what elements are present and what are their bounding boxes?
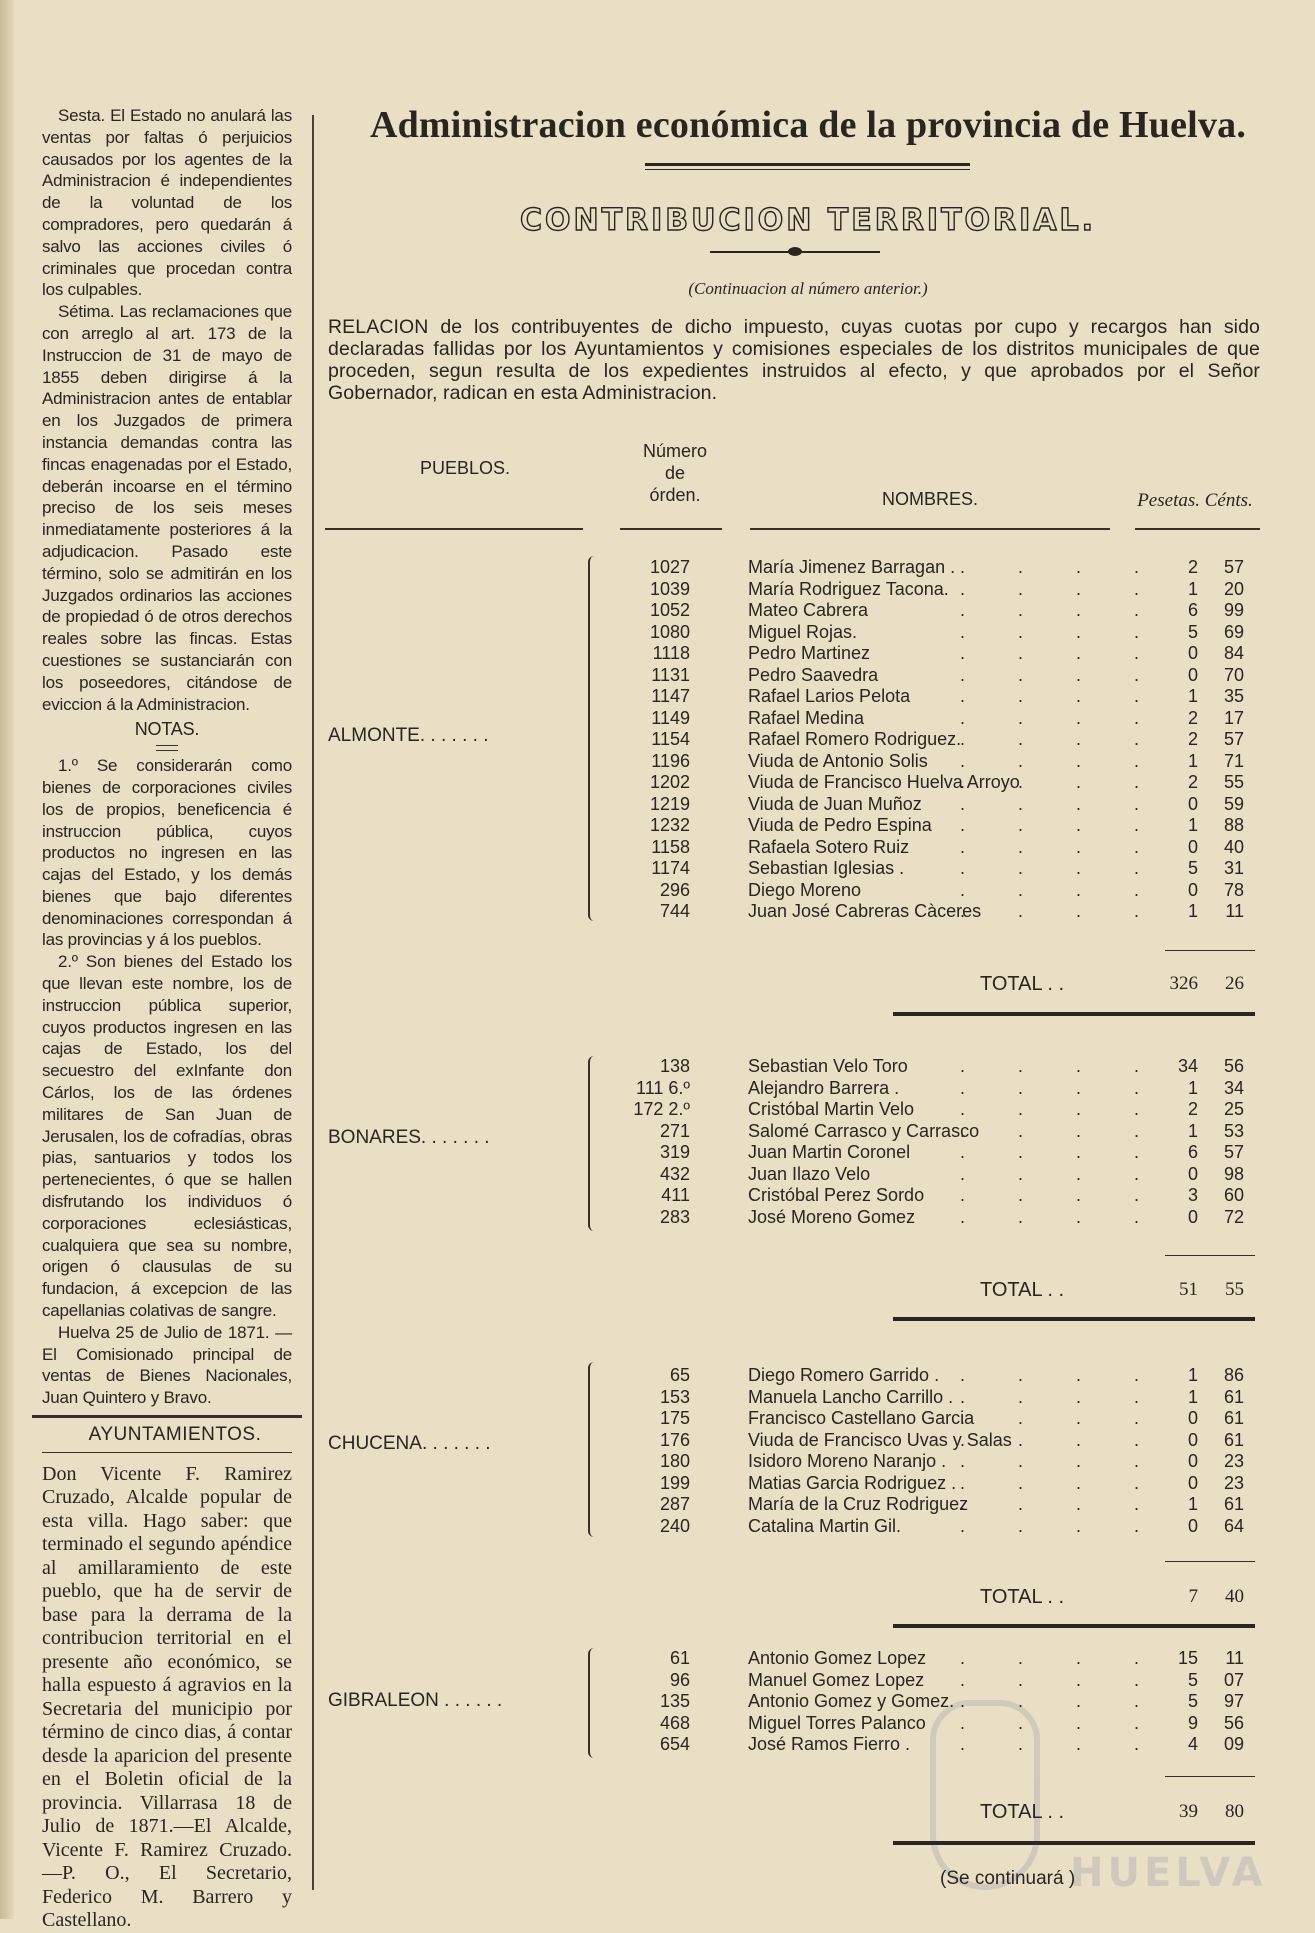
- row-cents: 60: [1223, 1185, 1244, 1205]
- row-number: 654: [659, 1734, 690, 1754]
- row-number: 283: [659, 1206, 690, 1227]
- row-name: José Ramos Fierro .: [748, 1734, 911, 1754]
- row-name: María de la Cruz Rodriguez: [748, 1494, 969, 1514]
- total-label: TOTAL . .: [980, 1279, 1065, 1301]
- row-cents: 61: [1223, 1429, 1244, 1450]
- firma: Huelva 25 de Julio de 1871. —El Comisionado principal de ventas de Bienes Nacionales, Juan Quintero y Bravo.: [42, 1322, 292, 1408]
- brace: [588, 556, 598, 921]
- row-pesetas: 0: [1187, 1429, 1198, 1450]
- row-number: 1219: [649, 793, 690, 814]
- row-number: 287: [659, 1494, 690, 1514]
- row-cents: 55: [1223, 772, 1244, 792]
- total-pesetas: 39: [1179, 1801, 1198, 1822]
- row-number: 432: [659, 1163, 690, 1184]
- left-column: [42, 105, 292, 1933]
- total-cents: 26: [1225, 973, 1244, 994]
- sum-rule: [1165, 1255, 1255, 1256]
- row-pesetas: 1: [1187, 686, 1198, 706]
- row-cents: 64: [1223, 1515, 1244, 1536]
- col-nombres: NOMBRES.: [881, 489, 978, 509]
- row-number: 180: [659, 1451, 690, 1471]
- row-pesetas: 5: [1187, 858, 1198, 878]
- total-pesetas: 51: [1179, 1279, 1198, 1300]
- total-pesetas: 326: [1169, 973, 1198, 994]
- row-pesetas: 6: [1187, 600, 1198, 620]
- dot-leaders: . . . .: [960, 1712, 1164, 1733]
- row-pesetas: 4: [1187, 1734, 1198, 1754]
- dot-leaders: . . . .: [960, 815, 1164, 835]
- total-thick-rule: [893, 1624, 1255, 1628]
- page-edge: [0, 0, 14, 1919]
- town-name: ALMONTE. . . . . . .: [328, 725, 489, 746]
- row-cents: 11: [1225, 901, 1244, 921]
- row-pesetas: 0: [1187, 664, 1198, 685]
- dot-leaders: . . . .: [960, 686, 1164, 706]
- col-pueblos: PUEBLOS.: [419, 458, 511, 478]
- row-number: 1196: [651, 750, 690, 771]
- row-cents: 35: [1223, 686, 1244, 706]
- dot-leaders: . . . .: [960, 600, 1164, 620]
- row-number: 1147: [651, 686, 690, 706]
- row-pesetas: 0: [1187, 793, 1198, 814]
- row-number: 96: [669, 1669, 690, 1690]
- watermark-word: HUELVA: [1070, 1850, 1267, 1896]
- row-number: 199: [659, 1472, 690, 1493]
- row-pesetas: 5: [1187, 621, 1198, 642]
- dot-leaders: . . . .: [960, 1408, 1164, 1428]
- row-name: José Moreno Gomez: [748, 1206, 916, 1227]
- dot-leaders: . . . .: [960, 664, 1164, 685]
- sum-rule: [1165, 1561, 1255, 1562]
- dot-leaders: . . . .: [960, 1163, 1164, 1184]
- row-cents: 17: [1223, 707, 1244, 728]
- dot-leaders: . . . .: [960, 1669, 1164, 1690]
- row-name: Viuda de Francisco Huelva Arroyo: [748, 772, 1020, 792]
- row-name: Pedro Saavedra: [748, 664, 879, 685]
- section-title: CONTRIBUCION TERRITORIAL.: [519, 203, 1097, 238]
- row-pesetas: 0: [1187, 1472, 1198, 1493]
- row-number: 1202: [649, 772, 690, 792]
- row-name: Diego Romero Garrido .: [748, 1365, 940, 1385]
- dot-leaders: . . . .: [960, 772, 1164, 792]
- total-cents: 40: [1225, 1586, 1244, 1607]
- row-number: 1131: [651, 664, 690, 685]
- row-cents: 53: [1223, 1120, 1244, 1141]
- row-pesetas: 0: [1187, 1515, 1198, 1536]
- nota-1: 1.º Se considerarán como bienes de corporaciones civiles los de propios, beneficencia é instruccion pública, cuyos productos no ingresen en las cajas del Estado, y los demás bienes que bajo diferentes denominaciones correspondan á las provincias y á los pueblos.: [42, 756, 292, 950]
- dot-leaders: . . . .: [960, 858, 1164, 878]
- total-cents: 80: [1225, 1801, 1244, 1822]
- dot-leaders: . . . .: [960, 1099, 1164, 1119]
- row-pesetas: 0: [1187, 643, 1198, 663]
- row-number: 744: [659, 901, 690, 921]
- row-cents: 11: [1225, 1648, 1244, 1668]
- row-number: 1118: [652, 643, 690, 663]
- row-cents: 57: [1223, 1142, 1244, 1162]
- row-pesetas: 0: [1187, 1163, 1198, 1184]
- row-number: 411: [661, 1185, 690, 1205]
- nota-2: 2.º Son bienes del Estado los que llevan este nombre, los de instruccion pública superior, cuyos productos ingresen en las cajas de Estado, los del secuestro del exInfante don Cárlos, los de las órdenes militares de San Juan de Jerusalen, los de cofradías, obras pias, santuarios y todos los pertenecientes, ó que se hallen disfrutando los individuos ó corporaciones eclesiásticas, cualquiera que sea su nombre, origen ó clausulas de su fundacion, á excepcion de las capellanias colativas de sangre.: [42, 952, 292, 1321]
- row-pesetas: 1: [1187, 815, 1198, 835]
- row-cents: 72: [1223, 1206, 1244, 1227]
- dot-leaders: . . . .: [960, 1185, 1164, 1205]
- row-number: 1174: [651, 858, 690, 878]
- row-cents: 61: [1223, 1386, 1244, 1407]
- row-number: 138: [659, 1056, 690, 1076]
- row-number: 1080: [649, 621, 690, 642]
- row-number: 172 2.º: [633, 1099, 690, 1119]
- row-name: Viuda de Juan Muñoz: [748, 793, 922, 814]
- row-name: Juan Ilazo Velo: [748, 1163, 871, 1184]
- row-pesetas: 6: [1187, 1142, 1198, 1162]
- row-name: Mateo Cabrera: [748, 600, 869, 620]
- row-name: María Jimenez Barragan .: [748, 557, 956, 577]
- col-numero-line1: Número: [642, 441, 708, 461]
- row-cents: 86: [1223, 1365, 1244, 1385]
- row-name: Francisco Castellano Garcia: [748, 1408, 975, 1428]
- row-pesetas: 1: [1187, 1120, 1198, 1141]
- row-name: Diego Moreno: [748, 879, 862, 900]
- dot-leaders: . . . .: [960, 1691, 1164, 1711]
- town-name: CHUCENA. . . . . . .: [328, 1433, 491, 1454]
- head-rule-pesetas: [1135, 528, 1260, 530]
- dot-leaders: . . . .: [960, 1515, 1164, 1536]
- row-cents: 40: [1223, 836, 1244, 857]
- row-cents: 61: [1223, 1494, 1244, 1514]
- dot-leaders: . . . .: [960, 643, 1164, 663]
- row-cents: 69: [1223, 621, 1244, 642]
- row-number: 111 6.º: [636, 1077, 690, 1098]
- page-title: Administracion económica de la provincia de Huelva.: [369, 104, 1247, 146]
- dot-leaders: . . . .: [960, 750, 1164, 771]
- dot-leaders: . . . .: [960, 557, 1164, 577]
- sum-rule: [1165, 950, 1255, 951]
- row-number: 1052: [649, 600, 690, 620]
- row-cents: 56: [1223, 1712, 1244, 1733]
- row-cents: 71: [1223, 750, 1244, 771]
- row-number: 65: [669, 1365, 690, 1385]
- dot-leaders: . . . .: [960, 836, 1164, 857]
- row-name: Viuda de Pedro Espina: [748, 815, 932, 835]
- row-number: 1027: [649, 557, 690, 577]
- row-cents: 99: [1223, 600, 1244, 620]
- row-name: Cristóbal Perez Sordo: [748, 1185, 925, 1205]
- row-name: Viuda de Antonio Solis: [748, 750, 928, 771]
- row-name: Sebastian Velo Toro: [748, 1056, 908, 1076]
- head-rule-pueblos: [325, 528, 583, 530]
- town-name: BONARES. . . . . . .: [328, 1127, 490, 1148]
- row-name: María Rodriguez Tacona.: [748, 578, 949, 599]
- row-number: 240: [659, 1515, 690, 1536]
- row-name: Juan Martin Coronel: [748, 1142, 911, 1162]
- row-number: 1154: [651, 729, 690, 749]
- row-cents: 59: [1223, 793, 1244, 814]
- row-name: Isidoro Moreno Naranjo .: [748, 1451, 947, 1471]
- row-name: Miguel Rojas.: [748, 621, 858, 642]
- row-number: 175: [659, 1408, 690, 1428]
- row-pesetas: 2: [1187, 729, 1198, 749]
- dot-leaders: . . . .: [960, 1494, 1164, 1514]
- row-pesetas: 1: [1187, 1386, 1198, 1407]
- row-number: 468: [659, 1712, 690, 1733]
- row-number: 61: [669, 1648, 690, 1668]
- row-pesetas: 2: [1187, 707, 1198, 728]
- dot-leaders: . . . .: [960, 1365, 1164, 1385]
- row-pesetas: 1: [1187, 750, 1198, 771]
- continuara-note: (Se continuará ): [940, 1868, 1076, 1889]
- row-cents: 25: [1223, 1099, 1244, 1119]
- row-name: Rafael Larios Pelota: [748, 686, 911, 706]
- watermark-stamp: [930, 1700, 1267, 1910]
- dot-leaders: . . . .: [960, 1142, 1164, 1162]
- row-number: 1149: [651, 707, 690, 728]
- head-rule-numero: [620, 528, 722, 530]
- row-number: 271: [659, 1120, 690, 1141]
- row-pesetas: 1: [1187, 578, 1198, 599]
- row-number: 1039: [649, 578, 690, 599]
- row-name: Manuel Gomez Lopez: [748, 1669, 925, 1690]
- row-pesetas: 1: [1187, 901, 1198, 921]
- dot-leaders: . . . .: [960, 1472, 1164, 1493]
- title-rule: [645, 163, 970, 170]
- seal-icon: [930, 1700, 1040, 1890]
- row-name: Alejandro Barrera .: [748, 1077, 900, 1098]
- row-pesetas: 34: [1177, 1056, 1198, 1076]
- row-number: 1158: [651, 836, 690, 857]
- dot-leaders: . . . .: [960, 1120, 1164, 1141]
- row-name: Antonio Gomez y Gomez.: [748, 1691, 955, 1711]
- row-pesetas: 1: [1187, 1077, 1198, 1098]
- dot-leaders: . . . .: [960, 1734, 1164, 1754]
- continuacion-note: (Continuacion al número anterior.): [688, 279, 928, 298]
- row-name: Juan José Cabreras Càceres: [748, 901, 982, 921]
- dot-leaders: . . . .: [960, 1077, 1164, 1098]
- row-cents: 23: [1223, 1472, 1244, 1493]
- row-cents: 31: [1223, 858, 1244, 878]
- col-numero-line3: órden.: [649, 485, 701, 505]
- total-thick-rule: [893, 1317, 1255, 1321]
- row-cents: 56: [1223, 1056, 1244, 1076]
- row-cents: 09: [1223, 1734, 1244, 1754]
- total-label: TOTAL . .: [980, 1586, 1065, 1608]
- row-cents: 20: [1223, 578, 1244, 599]
- septima-paragraph: Sétima. Las reclamaciones que con arreglo al art. 173 de la Instruccion de 31 de mayo de 1855 deben dirigirse á la Administracion antes de entablar en los Juzgados de primera instancia demandas contra las fincas enagenadas por el Estado, deberán incoarse en el término preciso de los seis meses inmediatamente posteriores á la adjudicacion. Pasado este término, solo se admitirán en los Juzgados ordinarios las acciones de propiedad ó de otros derechos reales sobre las fincas. Estas cuestiones se sustanciarán con los poseedores, citándose de eviccion á la Administracion.: [42, 302, 292, 714]
- dot-leaders: . . . .: [960, 729, 1164, 749]
- decreto-paragraph: Don Vicente F. Ramirez Cruzado, Alcalde popular de esta villa. Hago saber: que terminado el segundo apéndice al amillaramiento de este pueblo, que ha de servir de base para la derrama de la contribucion territorial en el presente año económico, se halla espuesto á agravios en la Secretaria del municipio por término de cinco dias, á contar desde la aparicion del presente en el Boletin oficial de la provincia. Villarrasa 18 de Julio de 1871.—El Alcalde, Vicente F. Ramirez Cruzado. —P. O., El Secretario, Federico M. Barrero y Castellano.: [42, 1462, 292, 1932]
- brace: [588, 1056, 598, 1231]
- head-rule-nombres: [750, 528, 1110, 530]
- row-pesetas: 0: [1187, 1206, 1198, 1227]
- row-name: Miguel Torres Palanco: [748, 1712, 926, 1733]
- town-name: GIBRALEON . . . . . .: [328, 1690, 503, 1711]
- row-number: 153: [659, 1386, 690, 1407]
- total-label: TOTAL . .: [980, 1801, 1065, 1823]
- notas-title: NOTAS.: [134, 719, 200, 740]
- total-label: TOTAL . .: [980, 973, 1065, 995]
- row-cents: 84: [1223, 643, 1244, 663]
- row-cents: 78: [1223, 879, 1244, 900]
- row-pesetas: 5: [1187, 1669, 1198, 1690]
- row-pesetas: 0: [1187, 1408, 1198, 1428]
- sexta-paragraph: Sesta. El Estado no anulará las ventas por faltas ó perjuicios causados por los agentes de la Administracion é independientes de la voluntad de los compradores, pero quedarán á salvo las acciones civiles ó criminales que procedan contra los culpables.: [42, 106, 292, 300]
- brace: [588, 1362, 598, 1537]
- relacion-paragraph: RELACION de los contribuyentes de dicho impuesto, cuyas cuotas por cupo y recargos han sido declaradas fallidas por los Ayuntamientos y comisiones especiales de los distritos municipales de que proceden, segun resulta de los expedientes instruidos al efecto, y que aprobados por el Señor Gobernador, radican en esta Administracion.: [328, 316, 1260, 404]
- row-name: Catalina Martin Gil.: [748, 1515, 902, 1536]
- dot-leaders: . . . .: [960, 578, 1164, 599]
- dot-leaders: . . . .: [960, 1056, 1164, 1076]
- row-number: 1232: [649, 815, 690, 835]
- total-pesetas: 7: [1188, 1586, 1198, 1607]
- row-pesetas: 3: [1187, 1185, 1198, 1205]
- row-pesetas: 0: [1187, 879, 1198, 900]
- row-name: Viuda de Francisco Uvas y Salas: [748, 1429, 1012, 1450]
- dot-leaders: . . . .: [960, 1386, 1164, 1407]
- total-cents: 55: [1225, 1279, 1244, 1300]
- row-pesetas: 15: [1177, 1648, 1198, 1668]
- row-pesetas: 1: [1187, 1494, 1198, 1514]
- dot-leaders: . . . .: [960, 1451, 1164, 1471]
- notas-rule: [156, 745, 178, 751]
- row-pesetas: 0: [1187, 836, 1198, 857]
- row-cents: 34: [1223, 1077, 1244, 1098]
- row-pesetas: 2: [1187, 557, 1198, 577]
- left-thick-rule: [32, 1415, 302, 1418]
- dot-leaders: . . . .: [960, 1648, 1164, 1668]
- row-cents: 70: [1223, 664, 1244, 685]
- col-pesetas-cents: Pesetas. Cénts.: [1137, 490, 1253, 511]
- row-name: Pedro Martinez: [748, 643, 871, 663]
- row-cents: 07: [1223, 1669, 1244, 1690]
- row-pesetas: 9: [1187, 1712, 1198, 1733]
- col-numero: [620, 440, 730, 506]
- row-number: 296: [659, 879, 690, 900]
- row-cents: 57: [1223, 729, 1244, 749]
- ayuntamientos-title: AYUNTAMIENTOS.: [42, 1424, 292, 1453]
- dot-leaders: . . . .: [960, 621, 1164, 642]
- dot-leaders: . . . .: [960, 1206, 1164, 1227]
- row-name: Salomé Carrasco y Carrasco: [748, 1120, 980, 1141]
- row-name: Manuela Lancho Carrillo .: [748, 1386, 954, 1407]
- row-cents: 57: [1223, 557, 1244, 577]
- row-name: Cristóbal Martin Velo: [748, 1099, 915, 1119]
- row-cents: 97: [1223, 1691, 1244, 1711]
- dot-leaders: . . . .: [960, 901, 1164, 921]
- col-numero-line2: de: [664, 463, 686, 483]
- total-thick-rule: [893, 1012, 1255, 1016]
- dot-leaders: . . . .: [960, 793, 1164, 814]
- row-name: Rafael Medina: [748, 707, 865, 728]
- dot-leaders: . . . .: [960, 1429, 1164, 1450]
- row-name: Matias Garcia Rodriguez .: [748, 1472, 957, 1493]
- row-name: Sebastian Iglesias .: [748, 858, 905, 878]
- row-pesetas: 5: [1187, 1691, 1198, 1711]
- row-number: 319: [659, 1142, 690, 1162]
- row-name: Rafaela Sotero Ruiz: [748, 836, 910, 857]
- column-divider: [312, 115, 314, 1890]
- row-pesetas: 1: [1187, 1365, 1198, 1385]
- dot-leaders: . . . .: [960, 879, 1164, 900]
- row-cents: 61: [1223, 1408, 1244, 1428]
- row-cents: 88: [1223, 815, 1244, 835]
- brace: [588, 1648, 598, 1758]
- row-number: 135: [659, 1691, 690, 1711]
- row-pesetas: 2: [1187, 772, 1198, 792]
- row-name: Antonio Gomez Lopez: [748, 1648, 927, 1668]
- row-cents: 23: [1223, 1451, 1244, 1471]
- row-pesetas: 2: [1187, 1099, 1198, 1119]
- row-cents: 98: [1223, 1163, 1244, 1184]
- row-pesetas: 0: [1187, 1451, 1198, 1471]
- ornament-dot: [788, 247, 802, 256]
- dot-leaders: . . . .: [960, 707, 1164, 728]
- row-number: 176: [659, 1429, 690, 1450]
- row-name: Rafael Romero Rodriguez.: [748, 729, 962, 749]
